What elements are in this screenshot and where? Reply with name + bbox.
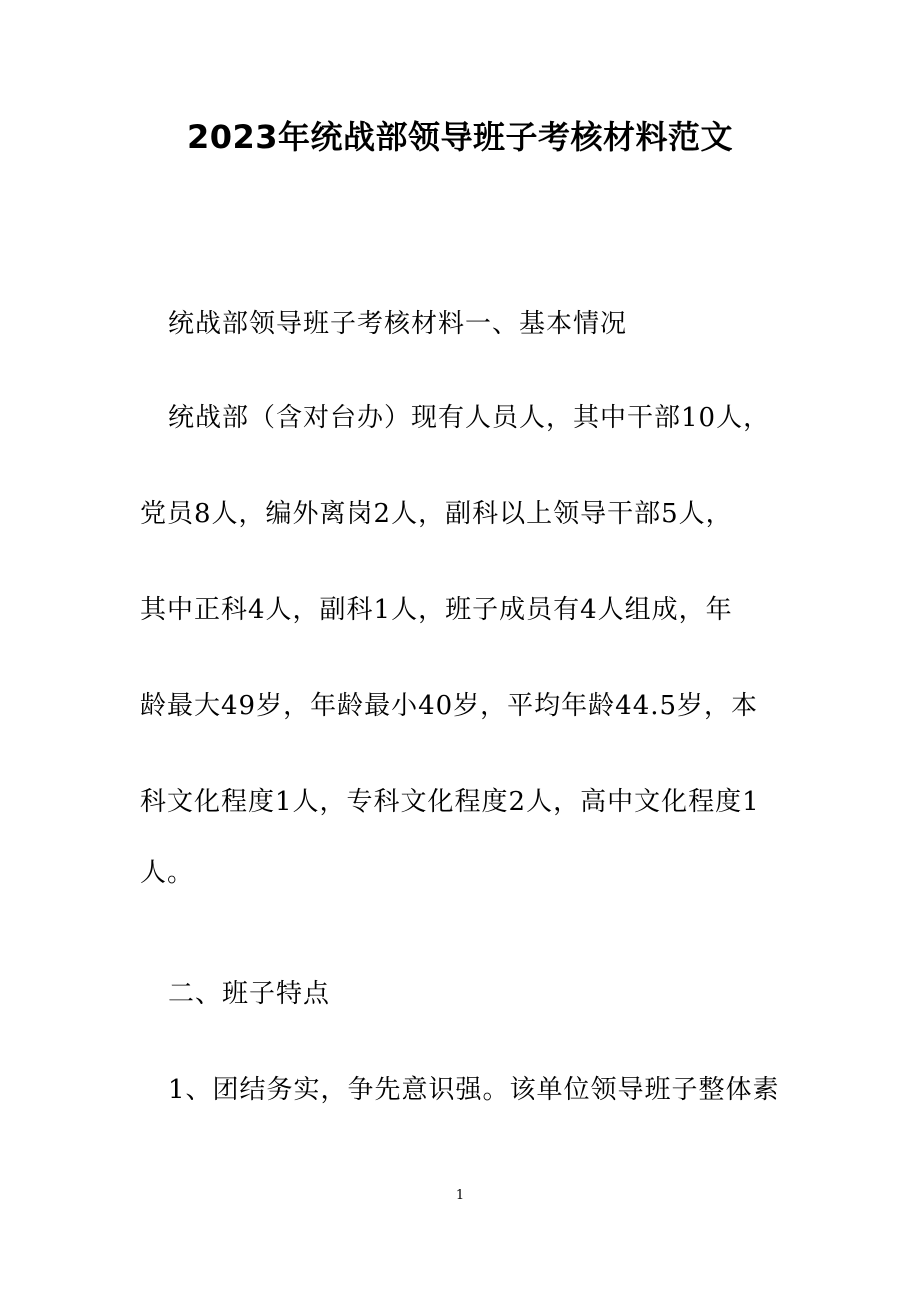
paragraph-heading-basic: 统战部领导班子考核材料一、基本情况 [168, 309, 628, 339]
paragraph-line: 统战部（含对台办）现有人员人，其中干部10人， [168, 403, 771, 433]
paragraph-line: 1、团结务实，争先意识强。该单位领导班子整体素 [168, 1075, 780, 1105]
paragraph-line: 其中正科4人，副科1人，班子成员有4人组成，年 [140, 595, 733, 625]
paragraph-line: 人。 [140, 858, 195, 888]
paragraph-line: 科文化程度1人，专科文化程度2人，高中文化程度1 [140, 787, 760, 817]
section-heading-features: 二、班子特点 [168, 979, 331, 1009]
document-title: 2023年统战部领导班子考核材料范文 [186, 118, 734, 156]
paragraph-line: 党员8人，编外离岗2人，副科以上领导干部5人， [140, 499, 733, 529]
paragraph-line: 龄最大49岁，年龄最小40岁，平均年龄44.5岁，本 [140, 691, 759, 721]
page-number: 1 [455, 1188, 465, 1203]
